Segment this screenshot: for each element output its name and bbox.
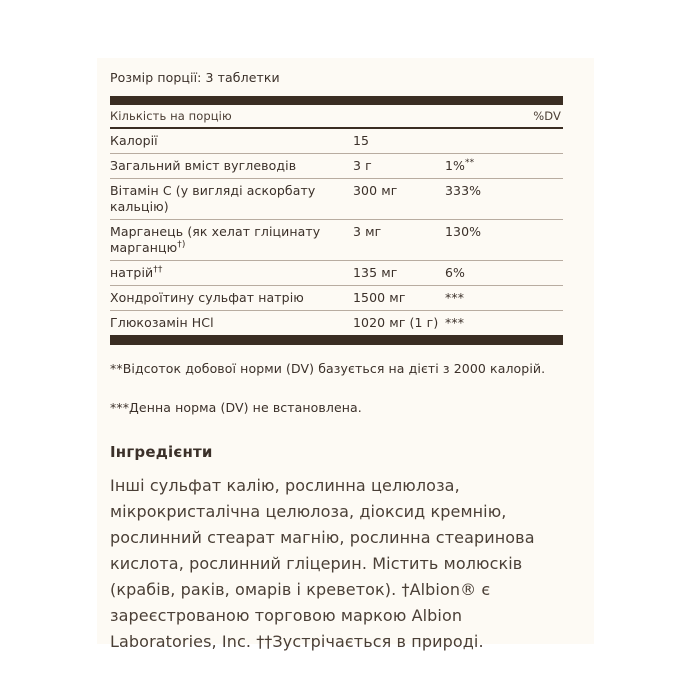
nutrient-name — [110, 261, 353, 286]
nutrient-name — [110, 128, 353, 154]
amount-per-serving-header: Кількість на порцію — [110, 105, 445, 128]
table-top-bar-cell — [110, 96, 563, 105]
nutrient-amount: 300 мг — [353, 179, 445, 220]
nutrient-amount: 1500 мг — [353, 286, 445, 311]
nutrient-dv-value: 130% — [445, 224, 482, 239]
nutrient-name-text: Загальний вміст вуглеводів — [110, 158, 297, 173]
nutrient-dv-mark: ** — [465, 157, 475, 168]
serving-size-text: Розмір порції: 3 таблетки — [110, 70, 280, 85]
table-bottom-bar — [110, 335, 563, 345]
supplement-facts-panel — [97, 58, 594, 651]
nutrient-dv-value: *** — [445, 315, 465, 330]
nutrient-dv — [445, 179, 563, 220]
footnote-dv-basis: **Відсоток добової норми (DV) базується на дієті з 2000 калорій. — [110, 361, 546, 376]
nutrient-name-text: Марганець (як хелат гліцинату марганцю — [110, 224, 321, 255]
table-row — [110, 179, 563, 220]
nutrient-amount: 3 г — [353, 154, 445, 179]
table-top-bar — [110, 96, 563, 105]
nutrient-name — [110, 311, 353, 336]
table-row — [110, 286, 563, 311]
nutrient-name-mark: †) — [177, 239, 186, 250]
nutrient-dv — [445, 154, 563, 179]
nutrient-name-mark: †† — [153, 264, 163, 275]
nutrient-dv — [445, 311, 563, 336]
table-bottom-bar-cell — [110, 335, 563, 345]
nutrient-amount: 1020 мг (1 г) — [353, 315, 439, 330]
nutrient-amount: 15 — [353, 128, 445, 154]
ingredients-body: Інші сульфат калію, рослинна целюлоза, мікрокристалічна целюлоза, діоксид кремнію, рослинний стеарат магнію, рослинна стеаринова кислота, рослинний гліцерин. Містить молюсків (крабів, раків, омарів і креветок). †Albion® є зареєстрованою торговою маркою Albion Laboratories, Inc. ††Зустрічається в природі. — [110, 476, 535, 651]
nutrient-dv-value: 6% — [445, 265, 466, 280]
table-row — [110, 128, 563, 154]
nutrient-amount: 3 мг — [353, 220, 445, 261]
nutrient-name-text: натрій — [110, 265, 154, 280]
nutrition-table-body — [110, 96, 563, 345]
table-row — [110, 261, 563, 286]
nutrient-dv-value: *** — [445, 290, 465, 305]
nutrient-dv — [445, 261, 563, 286]
nutrient-name-text: Калорії — [110, 133, 158, 148]
nutrient-name-text: Вітамін C (у вигляді аскорбату кальцію) — [110, 183, 316, 214]
panel-content — [110, 58, 576, 655]
nutrient-name-text: Глюкозамін HCl — [110, 315, 214, 330]
nutrient-name — [110, 154, 353, 179]
table-row — [110, 154, 563, 179]
nutrient-dv-value: 1% — [445, 158, 466, 173]
table-header-row — [110, 105, 563, 128]
ingredients-heading: Інгредієнти — [110, 443, 213, 461]
nutrient-name — [110, 179, 353, 220]
nutrient-name — [110, 220, 353, 261]
nutrient-amount: 135 мг — [353, 261, 445, 286]
nutrient-name — [110, 286, 353, 311]
nutrient-name-text: Хондроїтину сульфат натрію — [110, 290, 304, 305]
table-row — [110, 220, 563, 261]
nutrient-dv — [445, 220, 563, 261]
nutrient-dv — [445, 286, 563, 311]
nutrition-facts-table — [110, 96, 563, 345]
nutrient-dv-value: 333% — [445, 183, 482, 198]
table-row — [110, 311, 563, 336]
footnote-dv-not-established: ***Денна норма (DV) не встановлена. — [110, 400, 362, 415]
nutrient-dv — [445, 128, 563, 154]
percent-dv-header: %DV — [445, 105, 563, 128]
